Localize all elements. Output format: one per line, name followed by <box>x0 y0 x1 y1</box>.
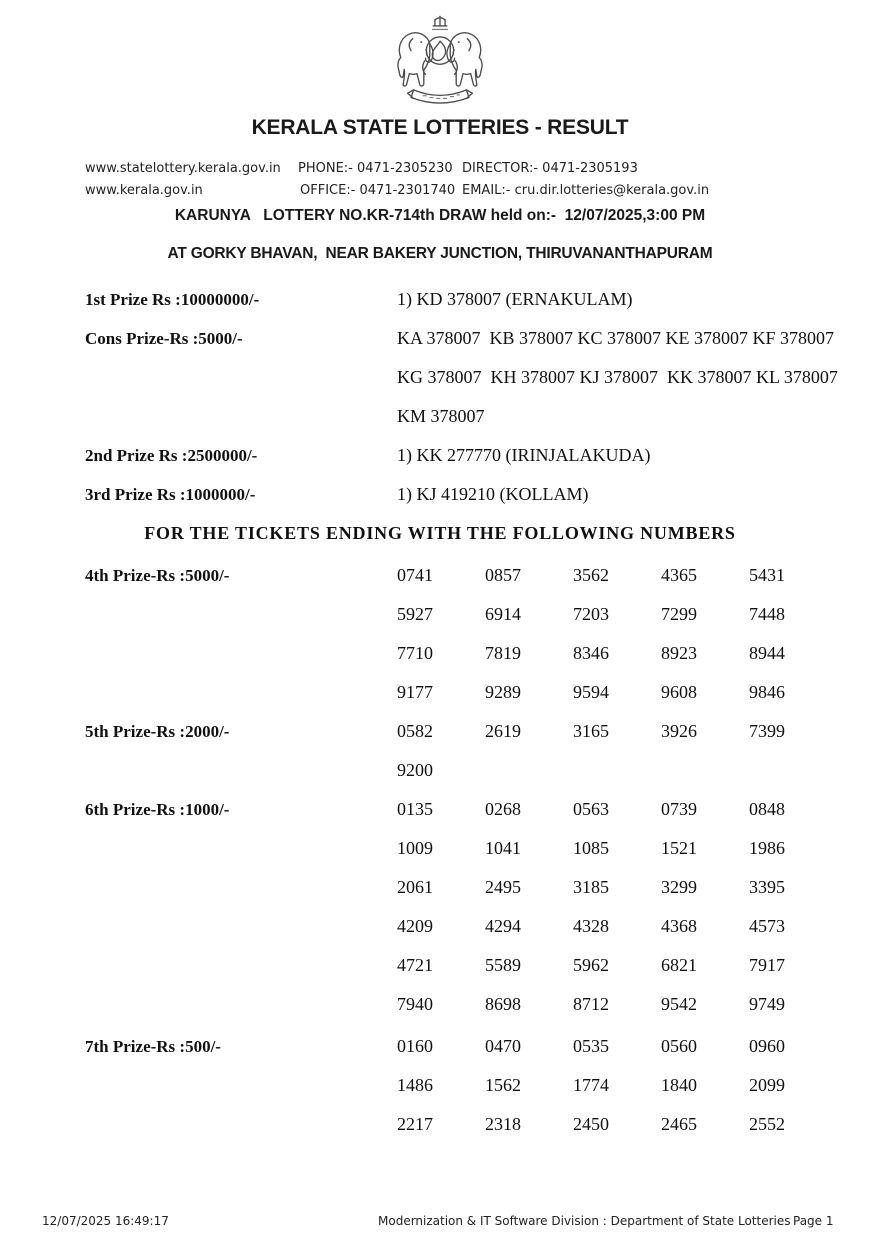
winning-number: 7203 <box>573 604 609 624</box>
winning-number: 0960 <box>749 1036 785 1056</box>
winning-number: 3299 <box>661 877 697 897</box>
section-heading: FOR THE TICKETS ENDING WITH THE FOLLOWING NUMBERS <box>144 523 736 543</box>
winning-number: 2061 <box>397 877 433 897</box>
second-prize-label: 2nd Prize Rs :2500000/- <box>85 445 258 465</box>
page-number: Page 1 <box>793 1214 834 1228</box>
prize-list <box>0 280 880 1144</box>
fourth-prize-row <box>0 673 880 712</box>
fifth-prize-row <box>0 751 880 790</box>
winning-number: 1986 <box>749 838 785 858</box>
winning-number: 0848 <box>749 799 785 819</box>
winning-number: 3165 <box>573 721 609 741</box>
phone-number: PHONE:- 0471-2305230 <box>298 161 453 176</box>
cons-prize-line: KG 378007 KH 378007 KJ 378007 KK 378007 KL 378007 <box>397 367 838 387</box>
winning-number: 9608 <box>661 682 697 702</box>
page-title: KERALA STATE LOTTERIES - RESULT <box>251 116 629 139</box>
first-prize-label: 1st Prize Rs :10000000/- <box>85 289 260 309</box>
winning-number: 9289 <box>485 682 521 702</box>
winning-number: 4294 <box>485 916 521 936</box>
fifth-prize-row <box>0 712 880 751</box>
winning-number: 0135 <box>397 799 433 819</box>
winning-number: 4721 <box>397 955 433 975</box>
winning-number: 2217 <box>397 1114 433 1134</box>
winning-number: 4573 <box>749 916 785 936</box>
winning-number: 0535 <box>573 1036 609 1056</box>
winning-number: 3395 <box>749 877 785 897</box>
winning-number: 4328 <box>573 916 609 936</box>
sixth-prize-row <box>0 985 880 1024</box>
fourth-prize-row <box>0 595 880 634</box>
winning-number: 4365 <box>661 565 697 585</box>
cons-prize-label: Cons Prize-Rs :5000/- <box>85 328 243 348</box>
winning-number: 0563 <box>573 799 609 819</box>
sixth-prize-label: 6th Prize-Rs :1000/- <box>85 799 230 819</box>
winning-number: 7917 <box>749 955 785 975</box>
winning-number: 8923 <box>661 643 697 663</box>
winning-number: 3562 <box>573 565 609 585</box>
winning-number: 2318 <box>485 1114 521 1134</box>
winning-number: 9594 <box>573 682 609 702</box>
winning-number: 0268 <box>485 799 521 819</box>
winning-number: 4209 <box>397 916 433 936</box>
third-prize-value: 1) KJ 419210 (KOLLAM) <box>397 484 589 504</box>
winning-number: 2552 <box>749 1114 785 1134</box>
emblem-container <box>0 0 880 112</box>
winning-number: 0857 <box>485 565 521 585</box>
winning-number: 7399 <box>749 721 785 741</box>
winning-number: 8712 <box>573 994 609 1014</box>
winning-number: 1774 <box>573 1075 609 1095</box>
kerala-state-emblem-icon <box>388 8 492 112</box>
office-number: OFFICE:- 0471-2301740 <box>300 183 456 198</box>
winning-number: 7299 <box>661 604 697 624</box>
winning-number: 5431 <box>749 565 785 585</box>
winning-number: 5962 <box>573 955 609 975</box>
winning-number: 1521 <box>661 838 697 858</box>
cons-prize-line: KA 378007 KB 378007 KC 378007 KE 378007 KF 378007 <box>397 328 835 348</box>
sixth-prize-row <box>0 790 880 829</box>
sixth-prize-row <box>0 946 880 985</box>
winning-number: 2465 <box>661 1114 697 1134</box>
winning-number: 0741 <box>397 565 433 585</box>
winning-number: 3926 <box>661 721 697 741</box>
winning-number: 1009 <box>397 838 433 858</box>
winning-number: 8944 <box>749 643 785 663</box>
second-prize-row <box>0 436 880 475</box>
print-timestamp: 12/07/2025 16:49:17 <box>42 1214 169 1228</box>
seventh-prize-row <box>0 1105 880 1144</box>
fifth-prize-label: 5th Prize-Rs :2000/- <box>85 721 230 741</box>
winning-number: 9542 <box>661 994 697 1014</box>
winning-number: 1085 <box>573 838 609 858</box>
fourth-prize-label: 4th Prize-Rs :5000/- <box>85 565 230 585</box>
cons-prize-row <box>0 358 880 397</box>
winning-number: 7819 <box>485 643 521 663</box>
winning-number: 8698 <box>485 994 521 1014</box>
winning-number: 0470 <box>485 1036 521 1056</box>
winning-number: 1486 <box>397 1075 433 1095</box>
winning-number: 2099 <box>749 1075 785 1095</box>
winning-number: 0560 <box>661 1036 697 1056</box>
winning-number: 3185 <box>573 877 609 897</box>
page-footer <box>0 1210 880 1232</box>
seventh-prize-row <box>0 1066 880 1105</box>
winning-number: 9177 <box>397 682 433 702</box>
winning-number: 1041 <box>485 838 521 858</box>
winning-number: 8346 <box>573 643 609 663</box>
second-prize-value: 1) KK 277770 (IRINJALAKUDA) <box>397 445 651 465</box>
venue-line: AT GORKY BHAVAN, NEAR BAKERY JUNCTION, THIRUVANANTHAPURAM <box>167 245 713 262</box>
cons-prize-row <box>0 397 880 436</box>
sixth-prize-row <box>0 868 880 907</box>
winning-number: 5589 <box>485 955 521 975</box>
winning-number: 2619 <box>485 721 521 741</box>
third-prize-label: 3rd Prize Rs :1000000/- <box>85 484 256 504</box>
seventh-prize-label: 7th Prize-Rs :500/- <box>85 1036 221 1056</box>
director-number: DIRECTOR:- 0471-2305193 <box>462 161 638 176</box>
winning-number: 1840 <box>661 1075 697 1095</box>
website-statelottery: www.statelottery.kerala.gov.in <box>85 161 281 176</box>
winning-number: 0160 <box>397 1036 433 1056</box>
website-kerala: www.kerala.gov.in <box>85 183 203 198</box>
contact-block <box>0 159 880 205</box>
winning-number: 4368 <box>661 916 697 936</box>
winning-number: 0582 <box>397 721 433 741</box>
winning-number: 2495 <box>485 877 521 897</box>
winning-number: 7448 <box>749 604 785 624</box>
cons-prize-row <box>0 319 880 358</box>
first-prize-row <box>0 280 880 319</box>
fourth-prize-row <box>0 556 880 595</box>
third-prize-row <box>0 475 880 514</box>
sixth-prize-row <box>0 829 880 868</box>
winning-number: 5927 <box>397 604 433 624</box>
winning-number: 6914 <box>485 604 521 624</box>
seventh-prize-row <box>0 1027 880 1066</box>
fourth-prize-row <box>0 634 880 673</box>
draw-info-line: KARUNYA LOTTERY NO.KR-714th DRAW held on:- 12/07/2025,3:00 PM <box>174 207 706 224</box>
winning-number: 1562 <box>485 1075 521 1095</box>
division-credit: Modernization & IT Software Division : Department of State Lotteries <box>378 1214 791 1228</box>
winning-number: 0739 <box>661 799 697 819</box>
sixth-prize-row <box>0 907 880 946</box>
winning-number: 7940 <box>397 994 433 1014</box>
winning-number: 7710 <box>397 643 433 663</box>
winning-number: 6821 <box>661 955 697 975</box>
winning-number: 2450 <box>573 1114 609 1134</box>
first-prize-value: 1) KD 378007 (ERNAKULAM) <box>397 289 633 309</box>
cons-prize-line: KM 378007 <box>397 406 485 426</box>
winning-number: 9846 <box>749 682 785 702</box>
winning-number: 9200 <box>397 760 433 780</box>
winning-number: 9749 <box>749 994 785 1014</box>
email-address: EMAIL:- cru.dir.lotteries@kerala.gov.in <box>462 183 710 198</box>
